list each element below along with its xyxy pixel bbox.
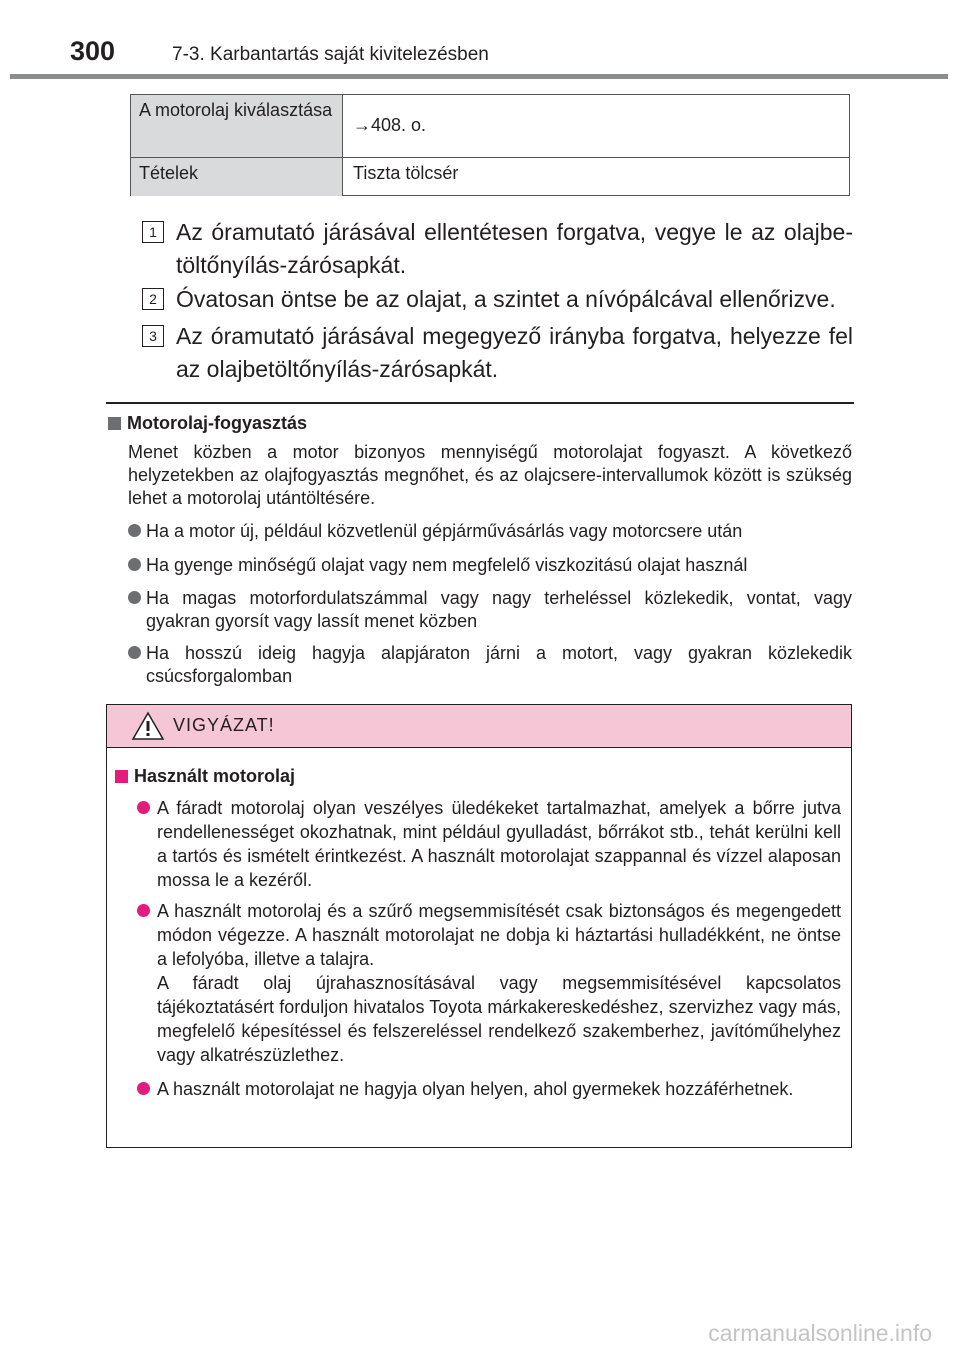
step-text-2: Óvatosan öntse be az olajat, a szintet a nívópálcával ellenőrizve. <box>176 286 836 312</box>
bullet-dot-icon <box>137 1082 150 1095</box>
list-item: Ha hosszú ideig hagyja alapjáraton járni a motort, vagy gyakran közlekedik csúcsforgalomban <box>128 642 852 688</box>
spec-table <box>130 94 850 196</box>
table-value-page-ref: →408. o. <box>353 115 427 135</box>
table-row <box>131 158 849 196</box>
step-number-3: 3 <box>142 325 164 347</box>
caution-paragraph: A fáradt olaj újrahasznosításával vagy megsemmisítésével kapcsolatos tájékoztatásért forduljon hivatalos Toyota márkakereskedéshez, szervizhez vagy más, megfelelő képesítéssel és felszereléssel rendelkező szakemberhez, javítóműhelyhez vagy alkatrészüzlethez. <box>157 973 841 1065</box>
caution-header <box>107 705 851 748</box>
step-number-2: 2 <box>142 288 164 310</box>
caution-title: VIGYÁZAT! <box>173 715 275 735</box>
square-bullet-icon <box>115 770 128 783</box>
list-item: Ha gyenge minőségű olajat vagy nem megfelelő viszkozitású olajat használ <box>128 554 852 577</box>
list-item: A használt motorolaj és a szűrő megsemmisítését csak biztonságos és megengedett módon végezze. A használt motorolajat ne dobja ki háztartási hulladékként, ne öntse a lefolyóba, illetve a talajra. <box>133 899 841 971</box>
section-divider <box>106 402 854 404</box>
page-number: 300 <box>70 36 116 66</box>
list-item: Ha a motor új, például közvetlenül gépjárművásárlás vagy motorcsere után <box>128 520 852 543</box>
step-text-1: Az óramutató járásával ellentétesen forgatva, vegye le az olajbetöltőnyílás-zárósapkát. <box>176 219 853 278</box>
step-number-1: 1 <box>142 221 164 243</box>
table-label-items: Tételek <box>131 158 343 196</box>
header-rule <box>10 74 948 79</box>
table-label-oil-selection: A motorolaj kiválasztása <box>131 95 343 157</box>
caution-heading: Használt motorolaj <box>115 766 295 787</box>
section-title: 7-3. Karbantartás saját kivitelezésben <box>172 44 489 65</box>
table-row <box>131 95 849 158</box>
bullet-dot-icon <box>128 591 141 604</box>
step-text-3: Az óramutató járásával megegyező irányba forgatva, helyezze fel az olajbetöltőnyílás-zárósapkát. <box>176 323 853 382</box>
consumption-intro: Menet közben a motor bizonyos mennyiségű motorolajat fogyaszt. A következő helyzetekben az olajfogyasztás megnőhet, és az olajcsere-intervallumok között is szükség lehet a motorolaj utántöltésére. <box>128 442 852 508</box>
list-item: A fáradt motorolaj olyan veszélyes üledékeket tartalmazhat, amelyek a bőrre jutva rendellenességet okozhatnak, mint például gyulladást, bőrrákot stb., tehát kerülni kell a tartós és ismételt érintkezést. A használt motorolajat szappannal és vízzel alaposan mossa le a kezéről. <box>133 796 841 892</box>
bullet-dot-icon <box>137 801 150 814</box>
bullet-dot-icon <box>128 646 141 659</box>
bullet-dot-icon <box>128 558 141 571</box>
square-bullet-icon <box>108 417 121 430</box>
watermark: carmanualsonline.info <box>708 1320 932 1346</box>
table-value-funnel: Tiszta tölcsér <box>353 163 459 183</box>
bullet-dot-icon <box>137 904 150 917</box>
caution-box <box>106 704 852 1148</box>
list-item: A használt motorolajat ne hagyja olyan helyen, ahol gyermekek hozzáférhetnek. <box>133 1077 841 1101</box>
consumption-heading: Motorolaj-fogyasztás <box>108 413 307 434</box>
list-item: Ha magas motorfordulatszámmal vagy nagy terheléssel közlekedik, vontat, vagy gyakran gyorsít vagy lassít menet közben <box>128 587 852 633</box>
bullet-dot-icon <box>128 524 141 537</box>
warning-triangle-icon <box>131 711 165 741</box>
page-header <box>0 0 960 80</box>
